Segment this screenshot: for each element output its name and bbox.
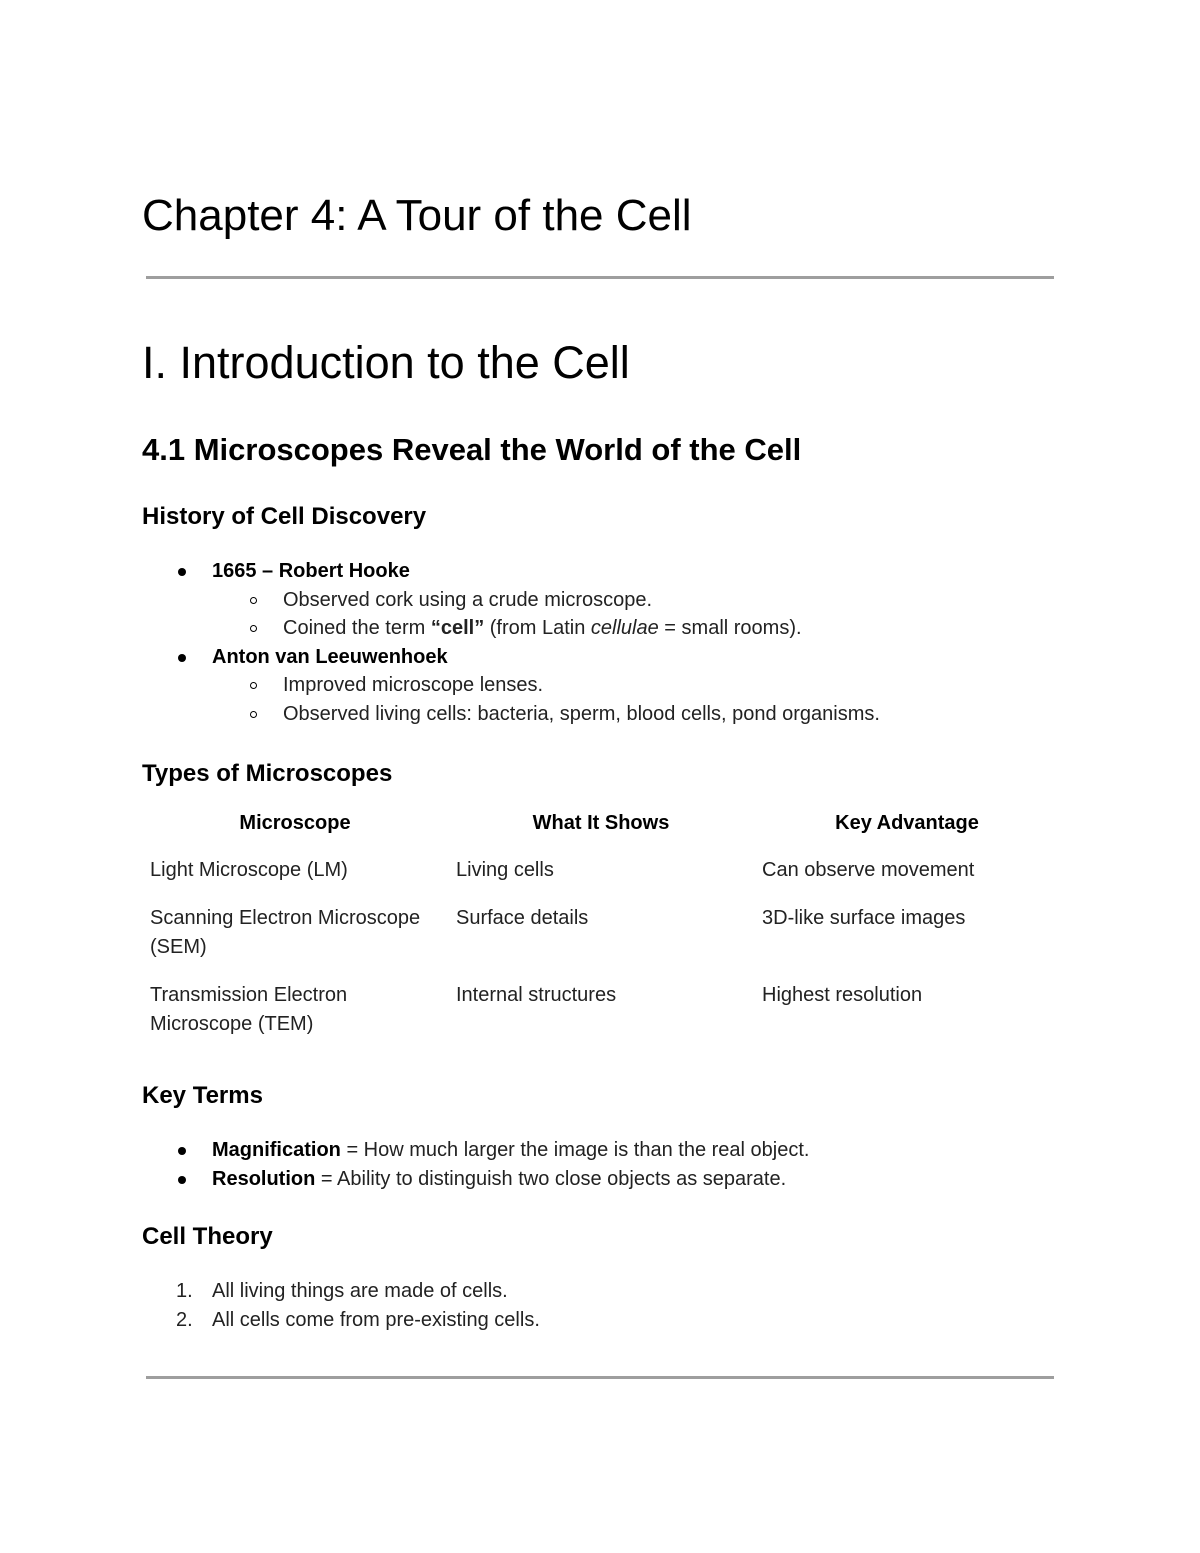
- term-cellulae: cellulae: [590, 617, 659, 639]
- list-item-hooke-sub1: [0, 586, 1200, 615]
- document-title: Chapter 4: A Tour of the Cell: [142, 191, 692, 240]
- hooke-sub2-mid: (from Latin: [484, 617, 591, 639]
- table-row: [142, 840, 1060, 889]
- list-item-theory-1: [0, 1277, 1200, 1306]
- term-cell: “cell”: [430, 617, 485, 639]
- key-terms-heading: Key Terms: [142, 1082, 263, 1109]
- hollow-bullet-icon: [250, 625, 257, 632]
- section-heading-intro: I. Introduction to the Cell: [142, 337, 630, 388]
- list-number: 2.: [176, 1308, 193, 1331]
- column-header: Microscope: [239, 811, 351, 834]
- table-cell: Can observe movement: [762, 859, 975, 881]
- cell-theory-heading: Cell Theory: [142, 1223, 273, 1250]
- table-cell: Surface details: [456, 907, 589, 929]
- key-terms-list: [0, 1136, 1200, 1193]
- leeuwenhoek-label: Anton van Leeuwenhoek: [212, 645, 448, 668]
- hooke-sub2: [283, 614, 802, 643]
- table-row: [142, 967, 1060, 1045]
- leeuwenhoek-sub1: Improved microscope lenses.: [283, 674, 544, 696]
- list-item-leeuwenhoek-sub2: [0, 700, 1200, 729]
- resolution-def: = Ability to distinguish two close objects as separate.: [315, 1167, 787, 1190]
- table-cell: Living cells: [456, 859, 554, 881]
- table-header-row: [142, 806, 1060, 840]
- hooke-label: 1665 – Robert Hooke: [212, 560, 410, 582]
- hollow-bullet-icon: [250, 682, 257, 689]
- theory-item-2: All cells come from pre-existing cells.: [212, 1308, 540, 1331]
- list-item-magnification: [0, 1136, 1200, 1165]
- list-item-resolution: [0, 1165, 1200, 1194]
- hooke-sub2-pre: Coined the term: [283, 617, 431, 639]
- list-item-leeuwenhoek: [0, 643, 1200, 672]
- subsection-heading-microscopes: 4.1 Microscopes Reveal the World of the Cell: [142, 432, 802, 467]
- list-number: 1.: [176, 1280, 193, 1302]
- bullet-icon: [178, 654, 186, 662]
- cell-theory-list: [0, 1277, 1200, 1334]
- hooke-sub2-post: = small rooms).: [658, 617, 802, 639]
- table-cell: Light Microscope (LM): [150, 859, 348, 881]
- list-item-theory-2: [0, 1306, 1200, 1335]
- horizontal-rule: [146, 276, 1054, 279]
- horizontal-rule: [146, 1376, 1054, 1379]
- table-row: [142, 889, 1060, 967]
- magnification-term: Magnification: [212, 1139, 341, 1161]
- column-header: What It Shows: [532, 811, 670, 834]
- types-heading: Types of Microscopes: [142, 760, 393, 787]
- bullet-icon: [178, 1147, 186, 1155]
- hollow-bullet-icon: [250, 597, 257, 604]
- leeuwenhoek-sub2: Observed living cells: bacteria, sperm, blood cells, pond organisms.: [283, 702, 880, 725]
- table-cell: Transmission Electron Microscope (TEM): [150, 984, 348, 1035]
- resolution-text: [212, 1165, 786, 1194]
- magnification-def: = How much larger the image is than the real object.: [340, 1139, 810, 1161]
- magnification-text: [212, 1136, 809, 1165]
- hollow-bullet-icon: [250, 711, 257, 718]
- history-heading: History of Cell Discovery: [142, 503, 427, 530]
- history-list: [0, 557, 1200, 728]
- microscope-table: [142, 806, 1060, 1045]
- bullet-icon: [178, 1176, 186, 1184]
- theory-item-1: All living things are made of cells.: [212, 1280, 508, 1302]
- list-item-leeuwenhoek-sub1: [0, 671, 1200, 700]
- resolution-term: Resolution: [212, 1167, 316, 1190]
- bullet-icon: [178, 568, 186, 576]
- hooke-sub1: Observed cork using a crude microscope.: [283, 588, 653, 611]
- table-cell: Internal structures: [456, 984, 617, 1006]
- table-cell: 3D-like surface images: [762, 907, 966, 929]
- column-header: Key Advantage: [835, 811, 979, 834]
- table-cell: Scanning Electron Microscope (SEM): [150, 907, 421, 958]
- list-item-hooke-sub2: [0, 614, 1200, 643]
- list-item-hooke: [0, 557, 1200, 586]
- table-cell: Highest resolution: [762, 984, 923, 1006]
